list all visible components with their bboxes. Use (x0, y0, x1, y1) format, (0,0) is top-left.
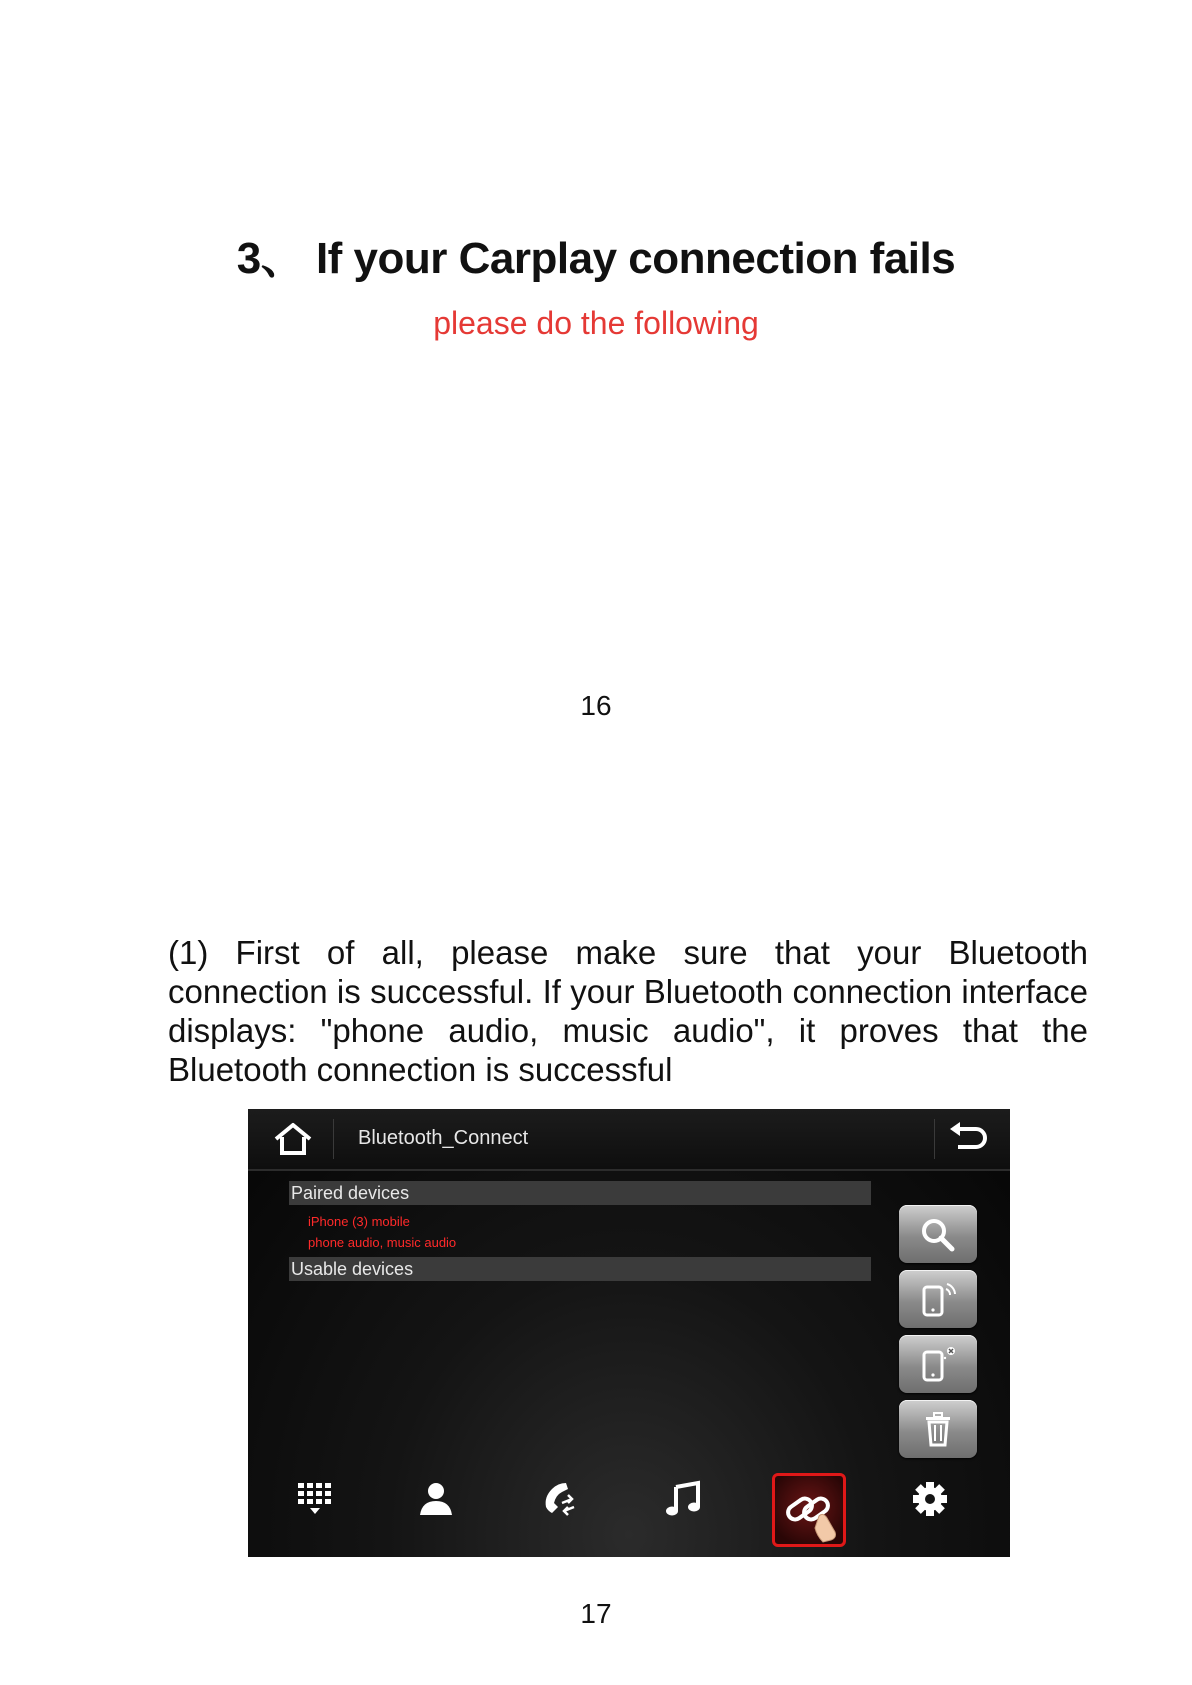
phone-connect-button[interactable] (899, 1270, 977, 1328)
divider (333, 1119, 334, 1159)
back-icon[interactable] (946, 1121, 990, 1157)
page-subheading: please do the following (433, 305, 759, 341)
page-heading: 3、 If your Carplay connection fails (236, 234, 956, 283)
paired-devices-header: Paired devices (289, 1181, 871, 1205)
contacts-icon[interactable] (414, 1477, 458, 1521)
top-bar (248, 1109, 1010, 1171)
link-icon (775, 1476, 843, 1544)
screen-title: Bluetooth_Connect (358, 1127, 529, 1149)
settings-icon[interactable] (908, 1477, 952, 1521)
paired-device-name[interactable]: iPhone (3) mobile (308, 1214, 410, 1229)
page-number-17: 17 (580, 1598, 612, 1629)
page-number-16: 16 (580, 690, 612, 721)
phone-connect-icon (918, 1281, 958, 1317)
phone-disconnect-icon (918, 1346, 958, 1382)
instruction-paragraph: (1) First of all, please make sure that your Bluetooth connection is successful. If your Bluetooth connection interface displays: "phone audio, music audio", it proves that the Bluetooth connection is successful (168, 934, 1088, 1088)
phone-disconnect-button[interactable] (899, 1335, 977, 1393)
search-icon (918, 1216, 958, 1252)
trash-icon (918, 1411, 958, 1447)
usable-devices-header: Usable devices (289, 1257, 871, 1281)
call-log-icon[interactable] (538, 1477, 582, 1521)
home-icon[interactable] (268, 1119, 318, 1159)
divider (934, 1119, 935, 1159)
search-button[interactable] (899, 1205, 977, 1263)
link-tab-active[interactable] (772, 1473, 846, 1547)
music-icon[interactable] (662, 1477, 706, 1521)
bluetooth-connect-screenshot (248, 1109, 1010, 1557)
paired-device-status: phone audio, music audio (308, 1235, 457, 1250)
dialpad-icon[interactable] (292, 1477, 336, 1521)
delete-button[interactable] (899, 1400, 977, 1458)
